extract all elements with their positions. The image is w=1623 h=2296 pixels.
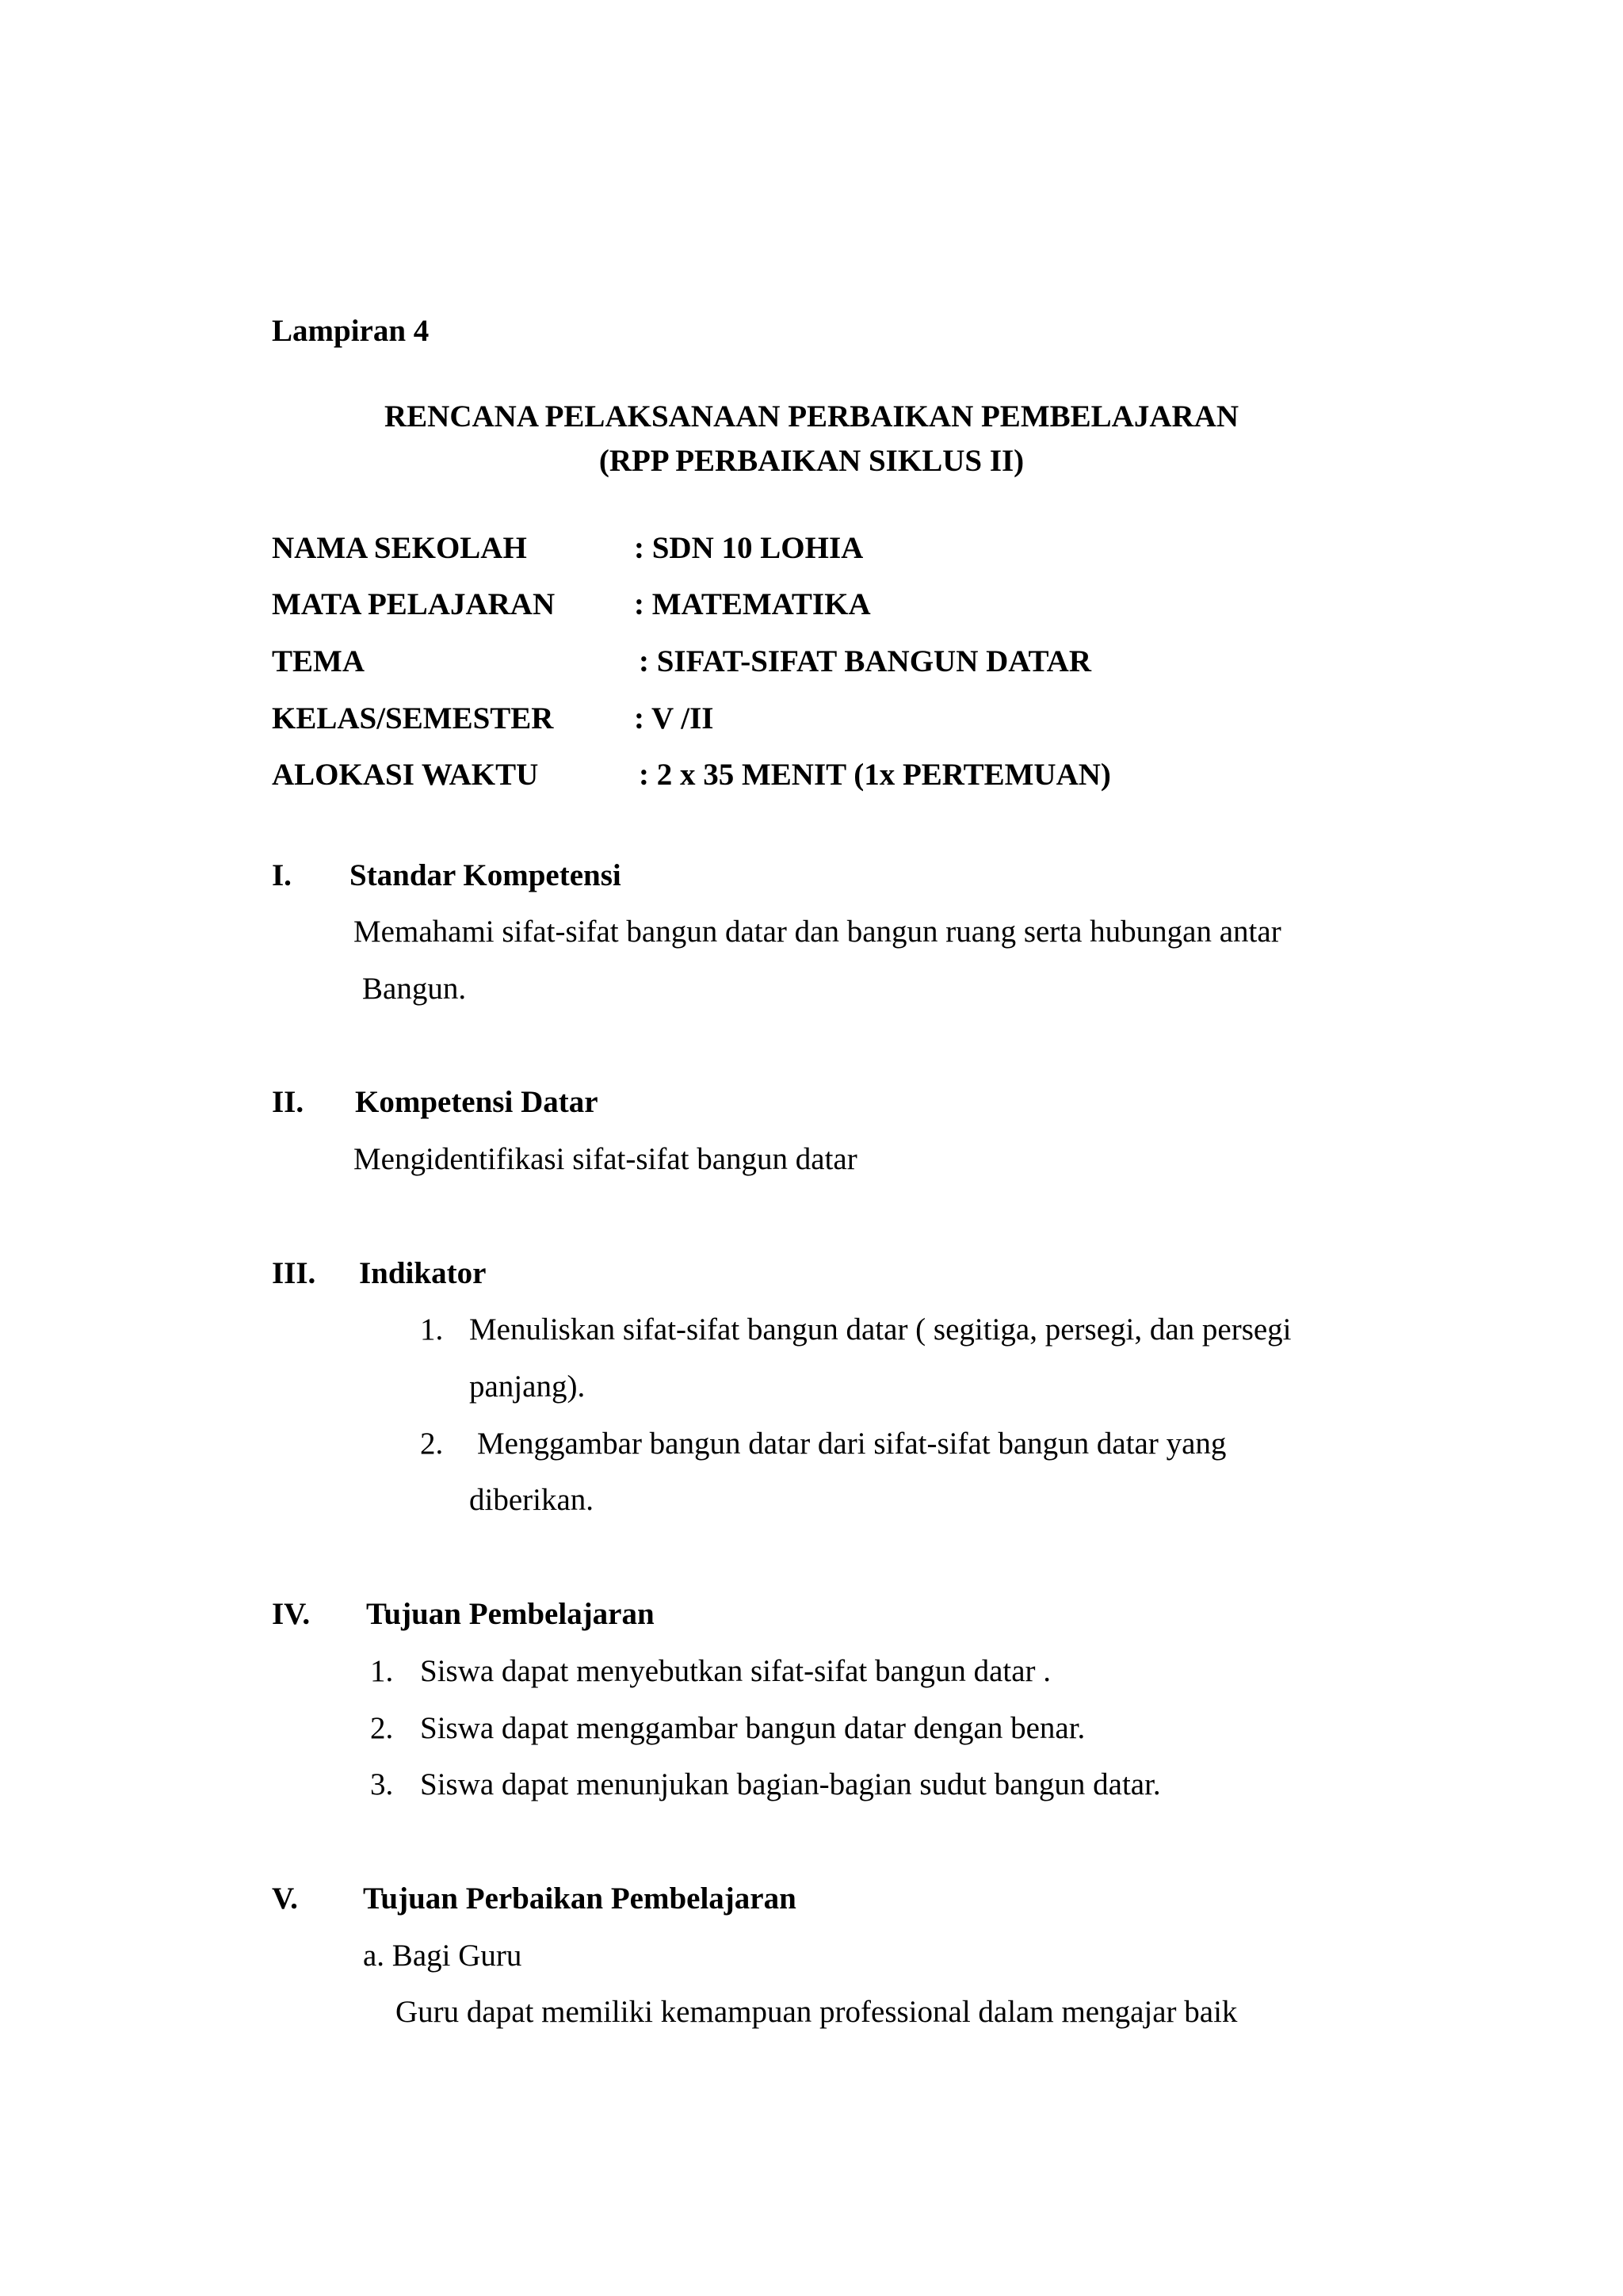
section-number: II. bbox=[272, 1085, 304, 1119]
list-item-text: panjang). bbox=[469, 1370, 586, 1404]
identity-label: NAMA SEKOLAH bbox=[272, 531, 527, 565]
list-item-text: Siswa dapat menyebutkan sifat-sifat bangun datar . bbox=[420, 1654, 1052, 1688]
section-number: IV. bbox=[272, 1597, 311, 1631]
identity-label: TEMA bbox=[272, 644, 365, 678]
section-heading: Standar Kompetensi bbox=[349, 858, 621, 892]
identity-value: : 2 x 35 MENIT (1x PERTEMUAN) bbox=[639, 758, 1111, 792]
identity-label: ALOKASI WAKTU bbox=[272, 758, 539, 792]
section-heading: Tujuan Pembelajaran bbox=[366, 1597, 655, 1631]
section-heading: Indikator bbox=[359, 1256, 487, 1290]
list-item-text: Menggambar bangun datar dari sifat-sifat bangun datar yang bbox=[477, 1427, 1227, 1461]
section-text: Bangun. bbox=[362, 972, 467, 1006]
identity-value: : SIFAT-SIFAT BANGUN DATAR bbox=[639, 644, 1091, 678]
identity-value: : V /II bbox=[634, 701, 714, 735]
identity-value: : MATEMATIKA bbox=[634, 587, 871, 621]
section-text: Mengidentifikasi sifat-sifat bangun datar bbox=[353, 1142, 857, 1176]
subsection-label: a. Bagi Guru bbox=[363, 1939, 522, 1973]
section-number: I. bbox=[272, 858, 292, 892]
document-title: RENCANA PELAKSANAAN PERBAIKAN PEMBELAJARAN bbox=[384, 399, 1239, 434]
list-item-text: Menuliskan sifat-sifat bangun datar ( segitiga, persegi, dan persegi bbox=[469, 1312, 1292, 1347]
identity-label: KELAS/SEMESTER bbox=[272, 701, 554, 735]
list-item-text: Siswa dapat menunjukan bagian-bagian sudut bangun datar. bbox=[420, 1767, 1161, 1801]
list-item-number: 1. bbox=[370, 1654, 394, 1688]
lampiran-label: Lampiran 4 bbox=[272, 314, 430, 348]
list-item-number: 2. bbox=[370, 1711, 394, 1745]
section-text: Memahami sifat-sifat bangun datar dan bangun ruang serta hubungan antar bbox=[353, 915, 1281, 949]
document-subtitle: (RPP PERBAIKAN SIKLUS II) bbox=[598, 444, 1025, 478]
section-number: V. bbox=[272, 1881, 298, 1916]
section-heading: Tujuan Perbaikan Pembelajaran bbox=[363, 1881, 796, 1916]
identity-value: : SDN 10 LOHIA bbox=[634, 531, 864, 565]
list-item-text: diberikan. bbox=[469, 1483, 594, 1517]
list-item-number: 2. bbox=[420, 1427, 444, 1461]
list-item-number: 3. bbox=[370, 1767, 394, 1801]
section-heading: Kompetensi Datar bbox=[355, 1085, 598, 1119]
list-item-number: 1. bbox=[420, 1312, 444, 1347]
section-number: III. bbox=[272, 1256, 316, 1290]
identity-label: MATA PELAJARAN bbox=[272, 587, 556, 621]
list-item-text: Siswa dapat menggambar bangun datar dengan benar. bbox=[420, 1711, 1086, 1745]
section-text: Guru dapat memiliki kemampuan professional dalam mengajar baik bbox=[395, 1995, 1238, 2029]
